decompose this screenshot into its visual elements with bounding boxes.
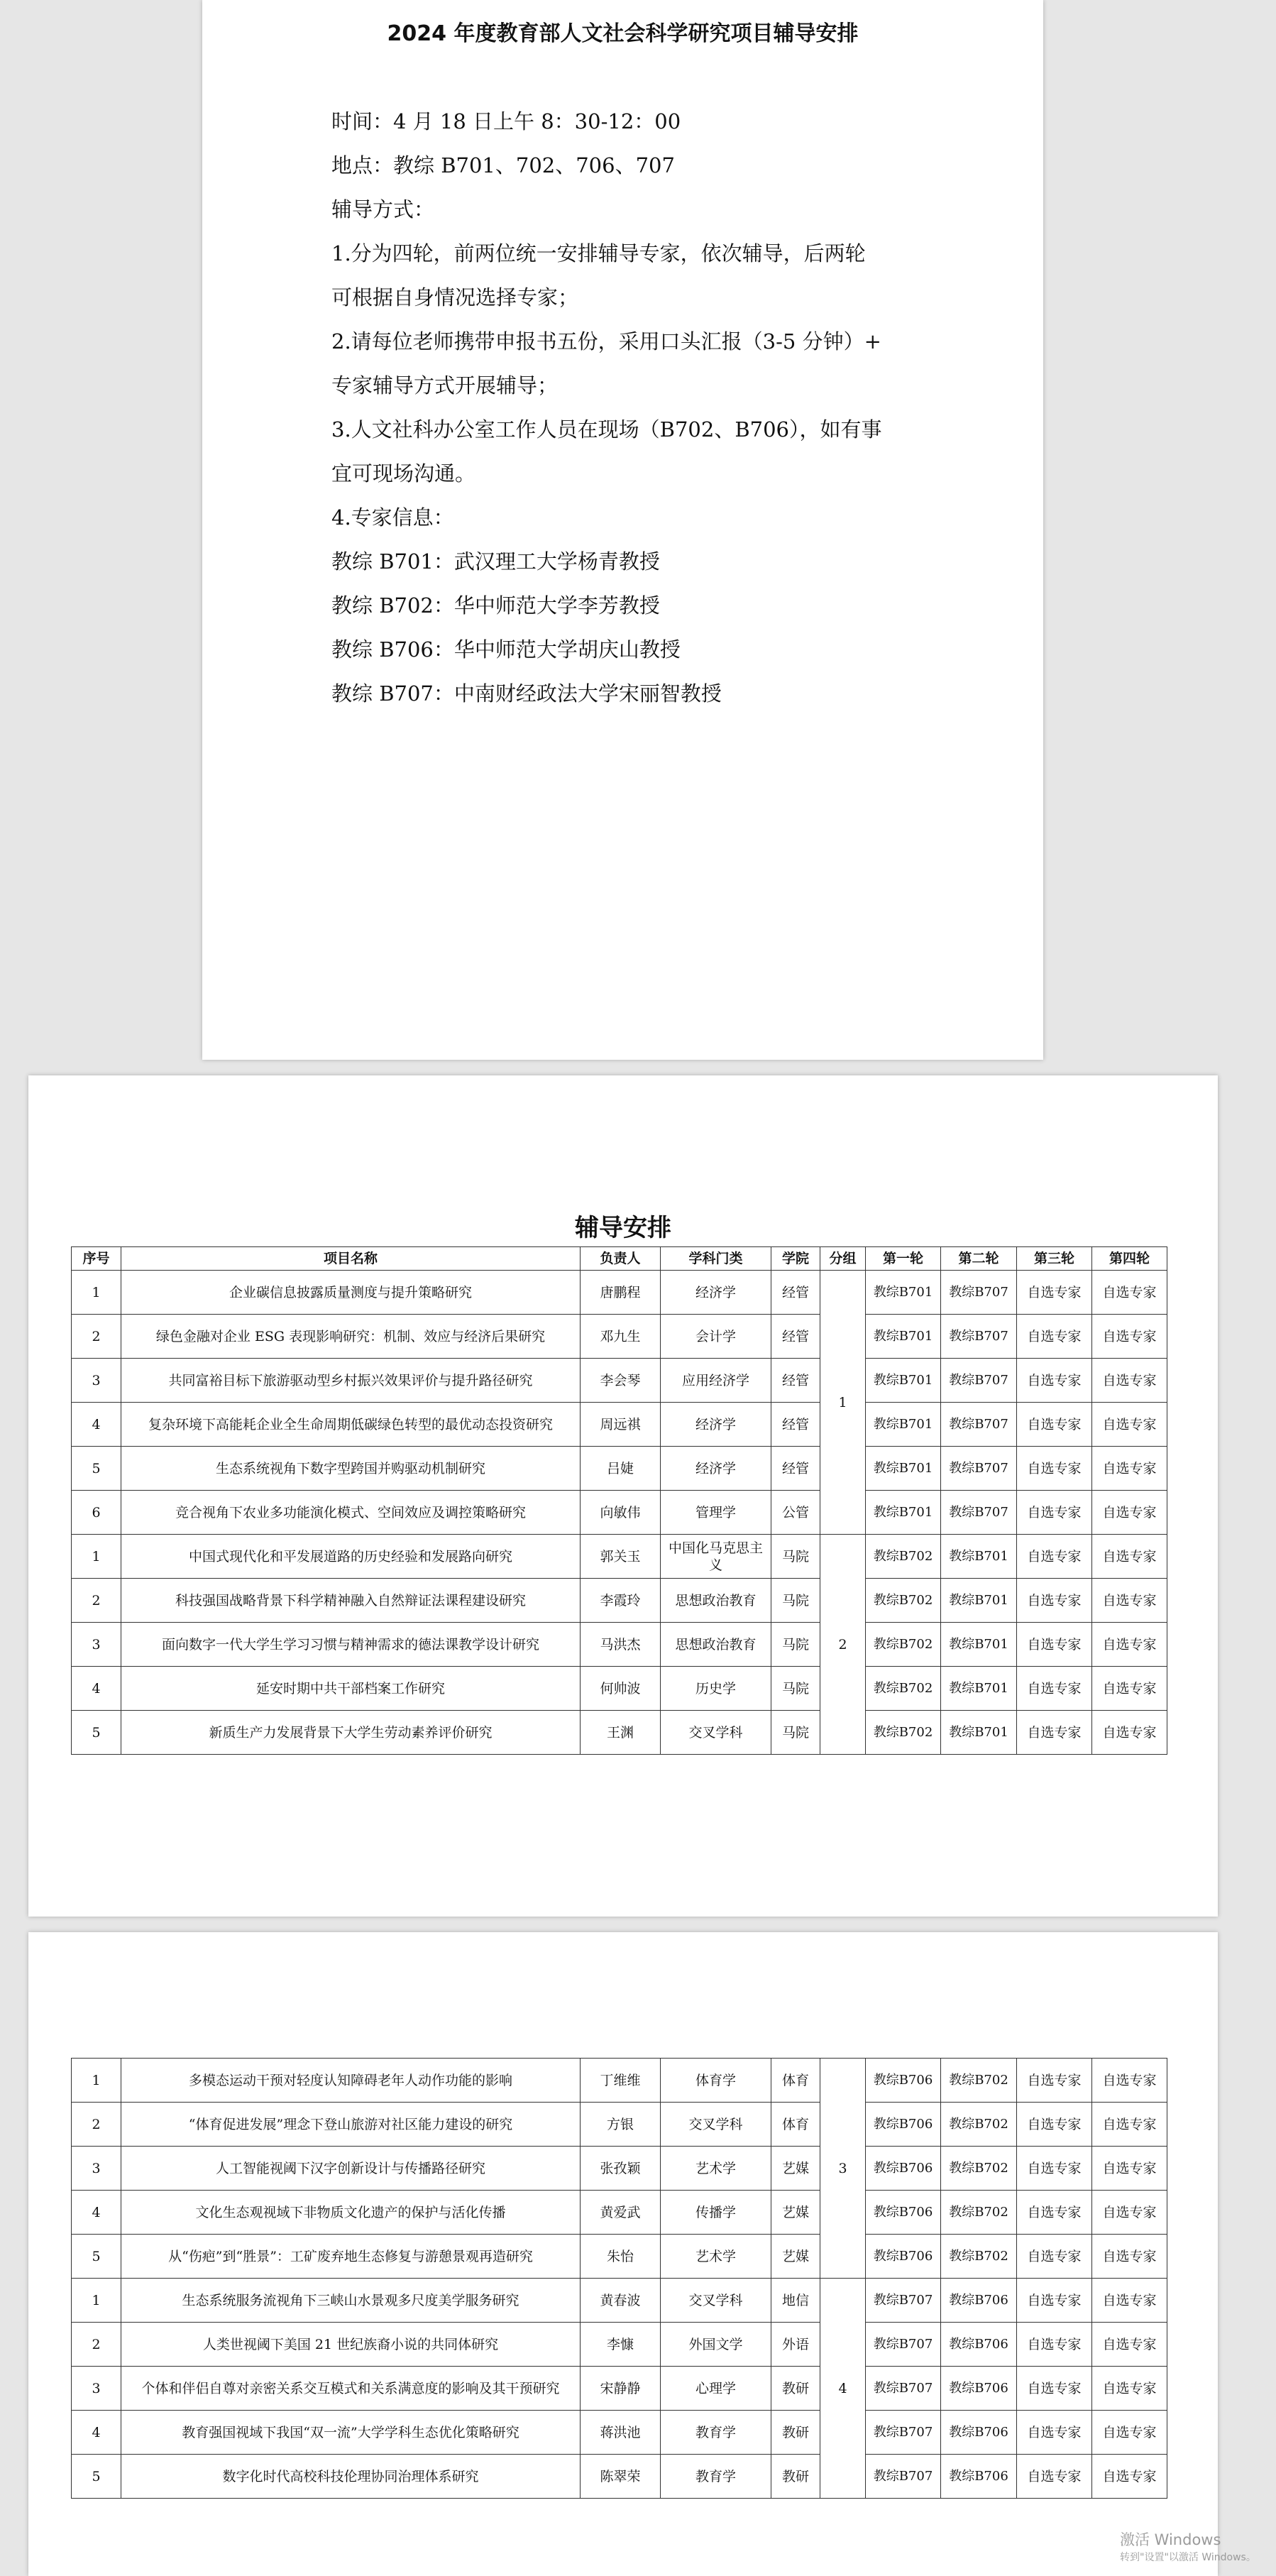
project-name-cell: 从“伤疤”到“胜景”：工矿废弃地生态修复与游憩景观再造研究 xyxy=(121,2235,581,2279)
table-row xyxy=(72,1315,1167,1359)
leader-cell: 吕婕 xyxy=(581,1447,661,1491)
round-2-cell: 教综B706 xyxy=(941,2411,1017,2455)
row-number-cell: 1 xyxy=(72,1535,121,1579)
college-cell: 马院 xyxy=(771,1579,820,1623)
leader-cell: 何帅波 xyxy=(581,1667,661,1711)
college-cell: 马院 xyxy=(771,1711,820,1755)
schedule-table xyxy=(71,1246,1167,1755)
round-2-cell: 教综B706 xyxy=(941,2455,1017,2499)
project-name-cell: 面向数字一代大学生学习习惯与精神需求的德法课教学设计研究 xyxy=(121,1623,581,1667)
round-2-cell: 教综B706 xyxy=(941,2279,1017,2323)
college-cell: 艺媒 xyxy=(771,2235,820,2279)
round-3-cell: 自选专家 xyxy=(1017,1315,1092,1359)
round-4-cell: 自选专家 xyxy=(1092,2103,1167,2147)
document-title: 2024 年度教育部人文社会科学研究项目辅导安排 xyxy=(387,21,859,46)
subject-cell: 应用经济学 xyxy=(661,1359,771,1403)
college-cell: 经管 xyxy=(771,1315,820,1359)
notice-line: 可根据自身情况选择专家； xyxy=(331,285,579,309)
project-name-cell: “体育促进发展”理念下登山旅游对社区能力建设的研究 xyxy=(121,2103,581,2147)
column-header: 第一轮 xyxy=(866,1247,941,1271)
project-name-cell: 教育强国视域下我国“双一流”大学学科生态优化策略研究 xyxy=(121,2411,581,2455)
round-4-cell: 自选专家 xyxy=(1092,2411,1167,2455)
college-cell: 体育 xyxy=(771,2059,820,2103)
row-number-cell: 5 xyxy=(72,1447,121,1491)
project-name-cell: 多模态运动干预对轻度认知障碍老年人动作功能的影响 xyxy=(121,2059,581,2103)
project-name-cell: 企业碳信息披露质量测度与提升策略研究 xyxy=(121,1271,581,1315)
table-row xyxy=(72,2103,1167,2147)
notice-line: 辅导方式： xyxy=(331,197,435,221)
round-3-cell: 自选专家 xyxy=(1017,2455,1092,2499)
row-number-cell: 5 xyxy=(72,2235,121,2279)
college-cell: 经管 xyxy=(771,1359,820,1403)
subject-cell: 心理学 xyxy=(661,2367,771,2411)
college-cell: 教研 xyxy=(771,2455,820,2499)
round-3-cell: 自选专家 xyxy=(1017,2411,1092,2455)
round-2-cell: 教综B707 xyxy=(941,1359,1017,1403)
college-cell: 马院 xyxy=(771,1667,820,1711)
college-cell: 外语 xyxy=(771,2323,820,2367)
round-1-cell: 教综B707 xyxy=(866,2367,941,2411)
round-1-cell: 教综B701 xyxy=(866,1447,941,1491)
college-cell: 体育 xyxy=(771,2103,820,2147)
round-1-cell: 教综B701 xyxy=(866,1491,941,1535)
subject-cell: 思想政治教育 xyxy=(661,1623,771,1667)
schedule-table-continued xyxy=(71,2058,1167,2499)
project-name-cell: 延安时期中共干部档案工作研究 xyxy=(121,1667,581,1711)
round-1-cell: 教综B707 xyxy=(866,2411,941,2455)
round-2-cell: 教综B706 xyxy=(941,2323,1017,2367)
round-2-cell: 教综B701 xyxy=(941,1535,1017,1579)
document-page-3 xyxy=(28,1932,1218,2576)
notice-text xyxy=(331,99,956,716)
round-3-cell: 自选专家 xyxy=(1017,1491,1092,1535)
round-4-cell: 自选专家 xyxy=(1092,1491,1167,1535)
table-row xyxy=(72,2059,1167,2103)
leader-cell: 郭关玉 xyxy=(581,1535,661,1579)
document-page-1 xyxy=(202,0,1043,1060)
row-number-cell: 6 xyxy=(72,1491,121,1535)
subject-cell: 管理学 xyxy=(661,1491,771,1535)
project-name-cell: 人类世视阈下美国 21 世纪族裔小说的共同体研究 xyxy=(121,2323,581,2367)
subject-cell: 交叉学科 xyxy=(661,2103,771,2147)
group-cell: 2 xyxy=(820,1535,866,1755)
round-4-cell: 自选专家 xyxy=(1092,1359,1167,1403)
subject-cell: 教育学 xyxy=(661,2455,771,2499)
round-2-cell: 教综B702 xyxy=(941,2191,1017,2235)
round-1-cell: 教综B706 xyxy=(866,2235,941,2279)
project-name-cell: 共同富裕目标下旅游驱动型乡村振兴效果评价与提升路径研究 xyxy=(121,1359,581,1403)
group-cell: 1 xyxy=(820,1271,866,1535)
project-name-cell: 新质生产力发展背景下大学生劳动素养评价研究 xyxy=(121,1711,581,1755)
row-number-cell: 1 xyxy=(72,2279,121,2323)
round-4-cell: 自选专家 xyxy=(1092,1447,1167,1491)
group-cell: 3 xyxy=(820,2059,866,2279)
subject-cell: 外国文学 xyxy=(661,2323,771,2367)
table-row xyxy=(72,1579,1167,1623)
column-header: 负责人 xyxy=(581,1247,661,1271)
table-row xyxy=(72,2235,1167,2279)
leader-cell: 宋静静 xyxy=(581,2367,661,2411)
round-3-cell: 自选专家 xyxy=(1017,2103,1092,2147)
leader-cell: 朱怡 xyxy=(581,2235,661,2279)
round-1-cell: 教综B706 xyxy=(866,2147,941,2191)
column-header: 第三轮 xyxy=(1017,1247,1092,1271)
row-number-cell: 1 xyxy=(72,1271,121,1315)
round-4-cell: 自选专家 xyxy=(1092,1711,1167,1755)
round-4-cell: 自选专家 xyxy=(1092,1623,1167,1667)
row-number-cell: 4 xyxy=(72,1403,121,1447)
row-number-cell: 5 xyxy=(72,2455,121,2499)
leader-cell: 唐鹏程 xyxy=(581,1271,661,1315)
round-2-cell: 教综B707 xyxy=(941,1315,1017,1359)
subject-cell: 交叉学科 xyxy=(661,1711,771,1755)
subject-cell: 历史学 xyxy=(661,1667,771,1711)
round-1-cell: 教综B706 xyxy=(866,2103,941,2147)
round-2-cell: 教综B701 xyxy=(941,1667,1017,1711)
round-1-cell: 教综B702 xyxy=(866,1667,941,1711)
round-1-cell: 教综B702 xyxy=(866,1623,941,1667)
round-2-cell: 教综B701 xyxy=(941,1711,1017,1755)
round-1-cell: 教综B702 xyxy=(866,1711,941,1755)
subject-cell: 体育学 xyxy=(661,2059,771,2103)
table-row xyxy=(72,2191,1167,2235)
project-name-cell: 文化生态观视域下非物质文化遗产的保护与活化传播 xyxy=(121,2191,581,2235)
notice-line: 3.人文社科办公室工作人员在现场（B702、B706），如有事 xyxy=(331,417,882,442)
subject-cell: 中国化马克思主义 xyxy=(661,1535,771,1579)
notice-line: 教综 B706：华中师范大学胡庆山教授 xyxy=(331,637,681,662)
round-4-cell: 自选专家 xyxy=(1092,2323,1167,2367)
notice-line: 2.请每位老师携带申报书五份，采用口头汇报（3-5 分钟）+ xyxy=(331,329,881,353)
round-3-cell: 自选专家 xyxy=(1017,1403,1092,1447)
round-2-cell: 教综B702 xyxy=(941,2147,1017,2191)
leader-cell: 王渊 xyxy=(581,1711,661,1755)
college-cell: 教研 xyxy=(771,2411,820,2455)
row-number-cell: 3 xyxy=(72,1623,121,1667)
leader-cell: 向敏伟 xyxy=(581,1491,661,1535)
round-4-cell: 自选专家 xyxy=(1092,1315,1167,1359)
round-2-cell: 教综B701 xyxy=(941,1623,1017,1667)
table-row xyxy=(72,1403,1167,1447)
row-number-cell: 4 xyxy=(72,2191,121,2235)
round-3-cell: 自选专家 xyxy=(1017,2367,1092,2411)
row-number-cell: 3 xyxy=(72,2367,121,2411)
table-row xyxy=(72,2279,1167,2323)
leader-cell: 陈翠荣 xyxy=(581,2455,661,2499)
notice-line: 教综 B707：中南财经政法大学宋丽智教授 xyxy=(331,681,722,706)
project-name-cell: 竞合视角下农业多功能演化模式、空间效应及调控策略研究 xyxy=(121,1491,581,1535)
column-header: 第二轮 xyxy=(941,1247,1017,1271)
table-row xyxy=(72,1711,1167,1755)
college-cell: 经管 xyxy=(771,1447,820,1491)
round-3-cell: 自选专家 xyxy=(1017,1447,1092,1491)
round-3-cell: 自选专家 xyxy=(1017,2147,1092,2191)
table-row xyxy=(72,1491,1167,1535)
watermark-line-1: 激活 Windows xyxy=(1120,2531,1221,2548)
row-number-cell: 4 xyxy=(72,1667,121,1711)
leader-cell: 马洪杰 xyxy=(581,1623,661,1667)
subject-cell: 会计学 xyxy=(661,1315,771,1359)
college-cell: 经管 xyxy=(771,1271,820,1315)
subject-cell: 教育学 xyxy=(661,2411,771,2455)
round-4-cell: 自选专家 xyxy=(1092,2147,1167,2191)
round-4-cell: 自选专家 xyxy=(1092,2367,1167,2411)
round-1-cell: 教综B707 xyxy=(866,2323,941,2367)
row-number-cell: 3 xyxy=(72,1359,121,1403)
leader-cell: 周远祺 xyxy=(581,1403,661,1447)
notice-line: 宜可现场沟通。 xyxy=(331,461,476,486)
column-header: 项目名称 xyxy=(121,1247,581,1271)
column-header: 学科门类 xyxy=(661,1247,771,1271)
leader-cell: 黄春波 xyxy=(581,2279,661,2323)
table-row xyxy=(72,1667,1167,1711)
leader-cell: 李会琴 xyxy=(581,1359,661,1403)
table-row xyxy=(72,2455,1167,2499)
table-row xyxy=(72,2147,1167,2191)
notice-line: 教综 B702：华中师范大学李芳教授 xyxy=(331,593,660,618)
table-row xyxy=(72,1271,1167,1315)
college-cell: 地信 xyxy=(771,2279,820,2323)
round-3-cell: 自选专家 xyxy=(1017,1623,1092,1667)
round-4-cell: 自选专家 xyxy=(1092,1535,1167,1579)
table-row xyxy=(72,1535,1167,1579)
round-1-cell: 教综B702 xyxy=(866,1535,941,1579)
notice-line: 时间：4 月 18 日上午 8：30-12：00 xyxy=(331,109,681,133)
table-row xyxy=(72,1447,1167,1491)
college-cell: 艺媒 xyxy=(771,2191,820,2235)
column-header: 第四轮 xyxy=(1092,1247,1167,1271)
row-number-cell: 2 xyxy=(72,2103,121,2147)
round-1-cell: 教综B701 xyxy=(866,1359,941,1403)
round-1-cell: 教综B706 xyxy=(866,2059,941,2103)
college-cell: 公管 xyxy=(771,1491,820,1535)
round-4-cell: 自选专家 xyxy=(1092,1579,1167,1623)
row-number-cell: 1 xyxy=(72,2059,121,2103)
round-1-cell: 教综B706 xyxy=(866,2191,941,2235)
college-cell: 教研 xyxy=(771,2367,820,2411)
round-1-cell: 教综B707 xyxy=(866,2455,941,2499)
round-1-cell: 教综B707 xyxy=(866,2279,941,2323)
column-header: 序号 xyxy=(72,1247,121,1271)
notice-line: 4.专家信息： xyxy=(331,505,454,530)
round-2-cell: 教综B702 xyxy=(941,2103,1017,2147)
schedule-table-title: 辅导安排 xyxy=(575,1214,671,1242)
round-1-cell: 教综B702 xyxy=(866,1579,941,1623)
round-2-cell: 教综B706 xyxy=(941,2367,1017,2411)
column-header: 分组 xyxy=(820,1247,866,1271)
leader-cell: 方银 xyxy=(581,2103,661,2147)
column-header: 学院 xyxy=(771,1247,820,1271)
row-number-cell: 3 xyxy=(72,2147,121,2191)
table-row xyxy=(72,2367,1167,2411)
round-3-cell: 自选专家 xyxy=(1017,2323,1092,2367)
college-cell: 经管 xyxy=(771,1403,820,1447)
round-4-cell: 自选专家 xyxy=(1092,1667,1167,1711)
round-2-cell: 教综B701 xyxy=(941,1579,1017,1623)
round-3-cell: 自选专家 xyxy=(1017,2191,1092,2235)
round-4-cell: 自选专家 xyxy=(1092,2279,1167,2323)
subject-cell: 经济学 xyxy=(661,1403,771,1447)
notice-line: 1.分为四轮，前两位统一安排辅导专家，依次辅导，后两轮 xyxy=(331,241,866,265)
college-cell: 马院 xyxy=(771,1623,820,1667)
leader-cell: 李慷 xyxy=(581,2323,661,2367)
subject-cell: 艺术学 xyxy=(661,2147,771,2191)
subject-cell: 思想政治教育 xyxy=(661,1579,771,1623)
leader-cell: 邓九生 xyxy=(581,1315,661,1359)
round-2-cell: 教综B707 xyxy=(941,1271,1017,1315)
round-3-cell: 自选专家 xyxy=(1017,1711,1092,1755)
round-3-cell: 自选专家 xyxy=(1017,2235,1092,2279)
row-number-cell: 5 xyxy=(72,1711,121,1755)
round-4-cell: 自选专家 xyxy=(1092,2235,1167,2279)
subject-cell: 交叉学科 xyxy=(661,2279,771,2323)
table-row xyxy=(72,2323,1167,2367)
project-name-cell: 中国式现代化和平发展道路的历史经验和发展路向研究 xyxy=(121,1535,581,1579)
round-3-cell: 自选专家 xyxy=(1017,1535,1092,1579)
project-name-cell: 人工智能视阈下汉字创新设计与传播路径研究 xyxy=(121,2147,581,2191)
project-name-cell: 个体和伴侣自尊对亲密关系交互模式和关系满意度的影响及其干预研究 xyxy=(121,2367,581,2411)
leader-cell: 丁维维 xyxy=(581,2059,661,2103)
subject-cell: 艺术学 xyxy=(661,2235,771,2279)
round-2-cell: 教综B707 xyxy=(941,1403,1017,1447)
project-name-cell: 科技强国战略背景下科学精神融入自然辩证法课程建设研究 xyxy=(121,1579,581,1623)
project-name-cell: 生态系统服务流视角下三峡山水景观多尺度美学服务研究 xyxy=(121,2279,581,2323)
row-number-cell: 2 xyxy=(72,2323,121,2367)
round-4-cell: 自选专家 xyxy=(1092,1403,1167,1447)
round-3-cell: 自选专家 xyxy=(1017,1579,1092,1623)
subject-cell: 传播学 xyxy=(661,2191,771,2235)
table-row xyxy=(72,2411,1167,2455)
leader-cell: 李霞玲 xyxy=(581,1579,661,1623)
table-header-row xyxy=(72,1247,1167,1271)
round-3-cell: 自选专家 xyxy=(1017,2279,1092,2323)
table-row xyxy=(72,1623,1167,1667)
subject-cell: 经济学 xyxy=(661,1447,771,1491)
round-1-cell: 教综B701 xyxy=(866,1271,941,1315)
round-3-cell: 自选专家 xyxy=(1017,1359,1092,1403)
college-cell: 艺媒 xyxy=(771,2147,820,2191)
round-1-cell: 教综B701 xyxy=(866,1403,941,1447)
notice-line: 教综 B701：武汉理工大学杨青教授 xyxy=(331,549,660,574)
group-cell: 4 xyxy=(820,2279,866,2499)
round-4-cell: 自选专家 xyxy=(1092,2059,1167,2103)
round-1-cell: 教综B701 xyxy=(866,1315,941,1359)
round-2-cell: 教综B702 xyxy=(941,2235,1017,2279)
leader-cell: 蒋洪池 xyxy=(581,2411,661,2455)
watermark-line-2: 转到"设置"以激活 Windows。 xyxy=(1120,2552,1256,2563)
row-number-cell: 2 xyxy=(72,1315,121,1359)
project-name-cell: 绿色金融对企业 ESG 表现影响研究：机制、效应与经济后果研究 xyxy=(121,1315,581,1359)
round-2-cell: 教综B702 xyxy=(941,2059,1017,2103)
windows-activation-watermark xyxy=(1120,2528,1256,2564)
round-2-cell: 教综B707 xyxy=(941,1447,1017,1491)
leader-cell: 黄爱武 xyxy=(581,2191,661,2235)
project-name-cell: 数字化时代高校科技伦理协同治理体系研究 xyxy=(121,2455,581,2499)
round-4-cell: 自选专家 xyxy=(1092,1271,1167,1315)
document-page-2 xyxy=(28,1075,1218,1917)
round-4-cell: 自选专家 xyxy=(1092,2191,1167,2235)
round-3-cell: 自选专家 xyxy=(1017,1667,1092,1711)
leader-cell: 张孜颖 xyxy=(581,2147,661,2191)
round-3-cell: 自选专家 xyxy=(1017,2059,1092,2103)
round-2-cell: 教综B707 xyxy=(941,1491,1017,1535)
college-cell: 马院 xyxy=(771,1535,820,1579)
row-number-cell: 4 xyxy=(72,2411,121,2455)
row-number-cell: 2 xyxy=(72,1579,121,1623)
subject-cell: 经济学 xyxy=(661,1271,771,1315)
round-3-cell: 自选专家 xyxy=(1017,1271,1092,1315)
project-name-cell: 复杂环境下高能耗企业全生命周期低碳绿色转型的最优动态投资研究 xyxy=(121,1403,581,1447)
table-row xyxy=(72,1359,1167,1403)
project-name-cell: 生态系统视角下数字型跨国并购驱动机制研究 xyxy=(121,1447,581,1491)
round-4-cell: 自选专家 xyxy=(1092,2455,1167,2499)
notice-line: 专家辅导方式开展辅导； xyxy=(331,373,559,398)
notice-line: 地点：教综 B701、702、706、707 xyxy=(331,153,675,177)
